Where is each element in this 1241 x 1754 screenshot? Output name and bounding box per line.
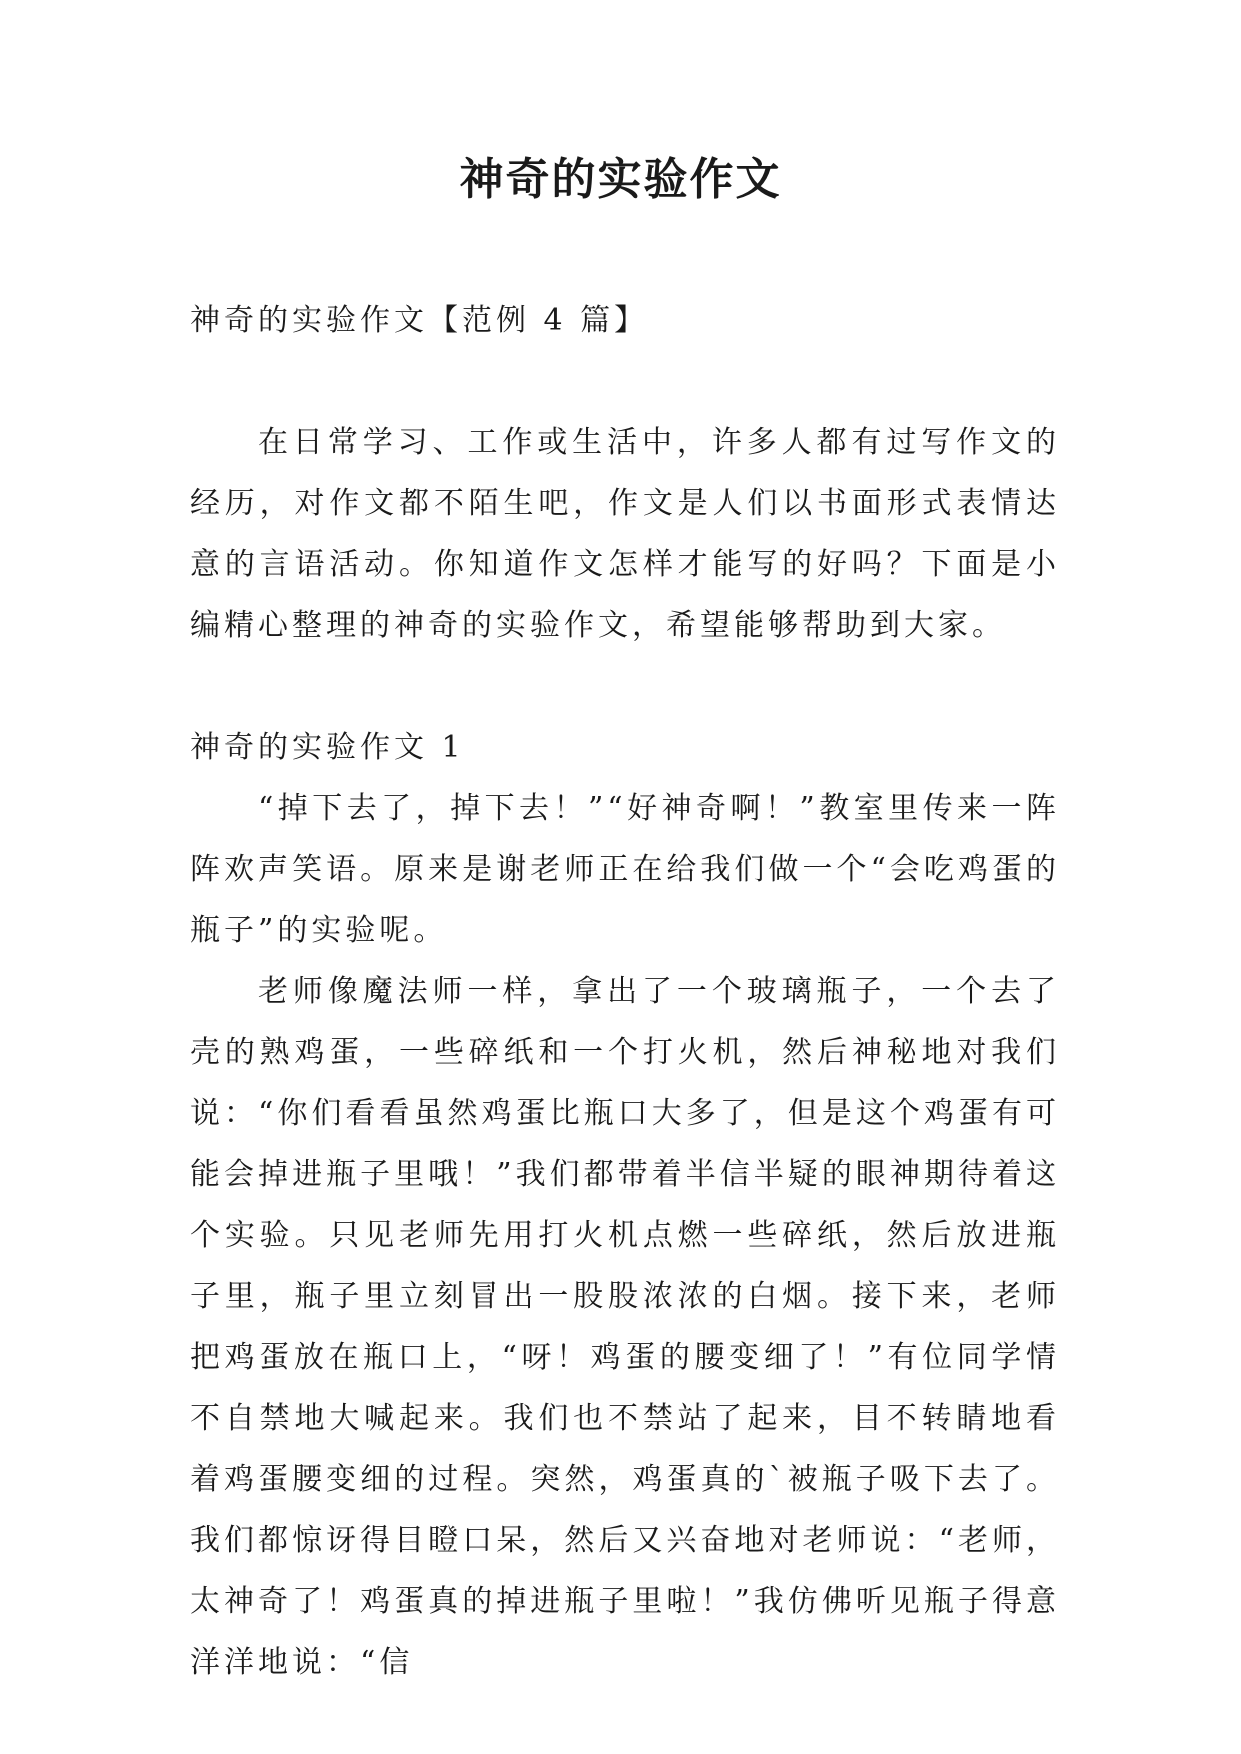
body-paragraph: “掉下去了，掉下去！”“好神奇啊！”教室里传来一阵阵欢声笑语。原来是谢老师正在给我们做一个“会吃鸡蛋的瓶子”的实验呢。 [190, 791, 1060, 948]
section-heading: 神奇的实验作文 1 [190, 730, 465, 765]
document-subtitle: 神奇的实验作文【范例 4 篇】 [190, 303, 649, 338]
intro-paragraph: 在日常学习、工作或生活中，许多人都有过写作文的经历，对作文都不陌生吧，作文是人们以书面形式表情达意的言语活动。你知道作文怎样才能写的好吗？下面是小编精心整理的神奇的实验作文，希望能够帮助到大家。 [190, 425, 1060, 643]
body-paragraph: 老师像魔法师一样，拿出了一个玻璃瓶子，一个去了壳的熟鸡蛋，一些碎纸和一个打火机，然后神秘地对我们说：“你们看看虽然鸡蛋比瓶口大多了，但是这个鸡蛋有可能会掉进瓶子里哦！”我们都带着半信半疑的眼神期待着这个实验。只见老师先用打火机点燃一些碎纸，然后放进瓶子里，瓶子里立刻冒出一股股浓浓的白烟。接下来，老师把鸡蛋放在瓶口上，“呀！鸡蛋的腰变细了！”有位同学情不自禁地大喊起来。我们也不禁站了起来，目不转睛地看着鸡蛋腰变细的过程。突然，鸡蛋真的`被瓶子吸下去了。我们都惊讶得目瞪口呆，然后又兴奋地对老师说：“老师，太神奇了！鸡蛋真的掉进瓶子里啦！”我仿佛听见瓶子得意洋洋地说：“信 [190, 974, 1060, 1680]
document-title: 神奇的实验作文 [459, 154, 782, 205]
document-body [190, 290, 1060, 1693]
